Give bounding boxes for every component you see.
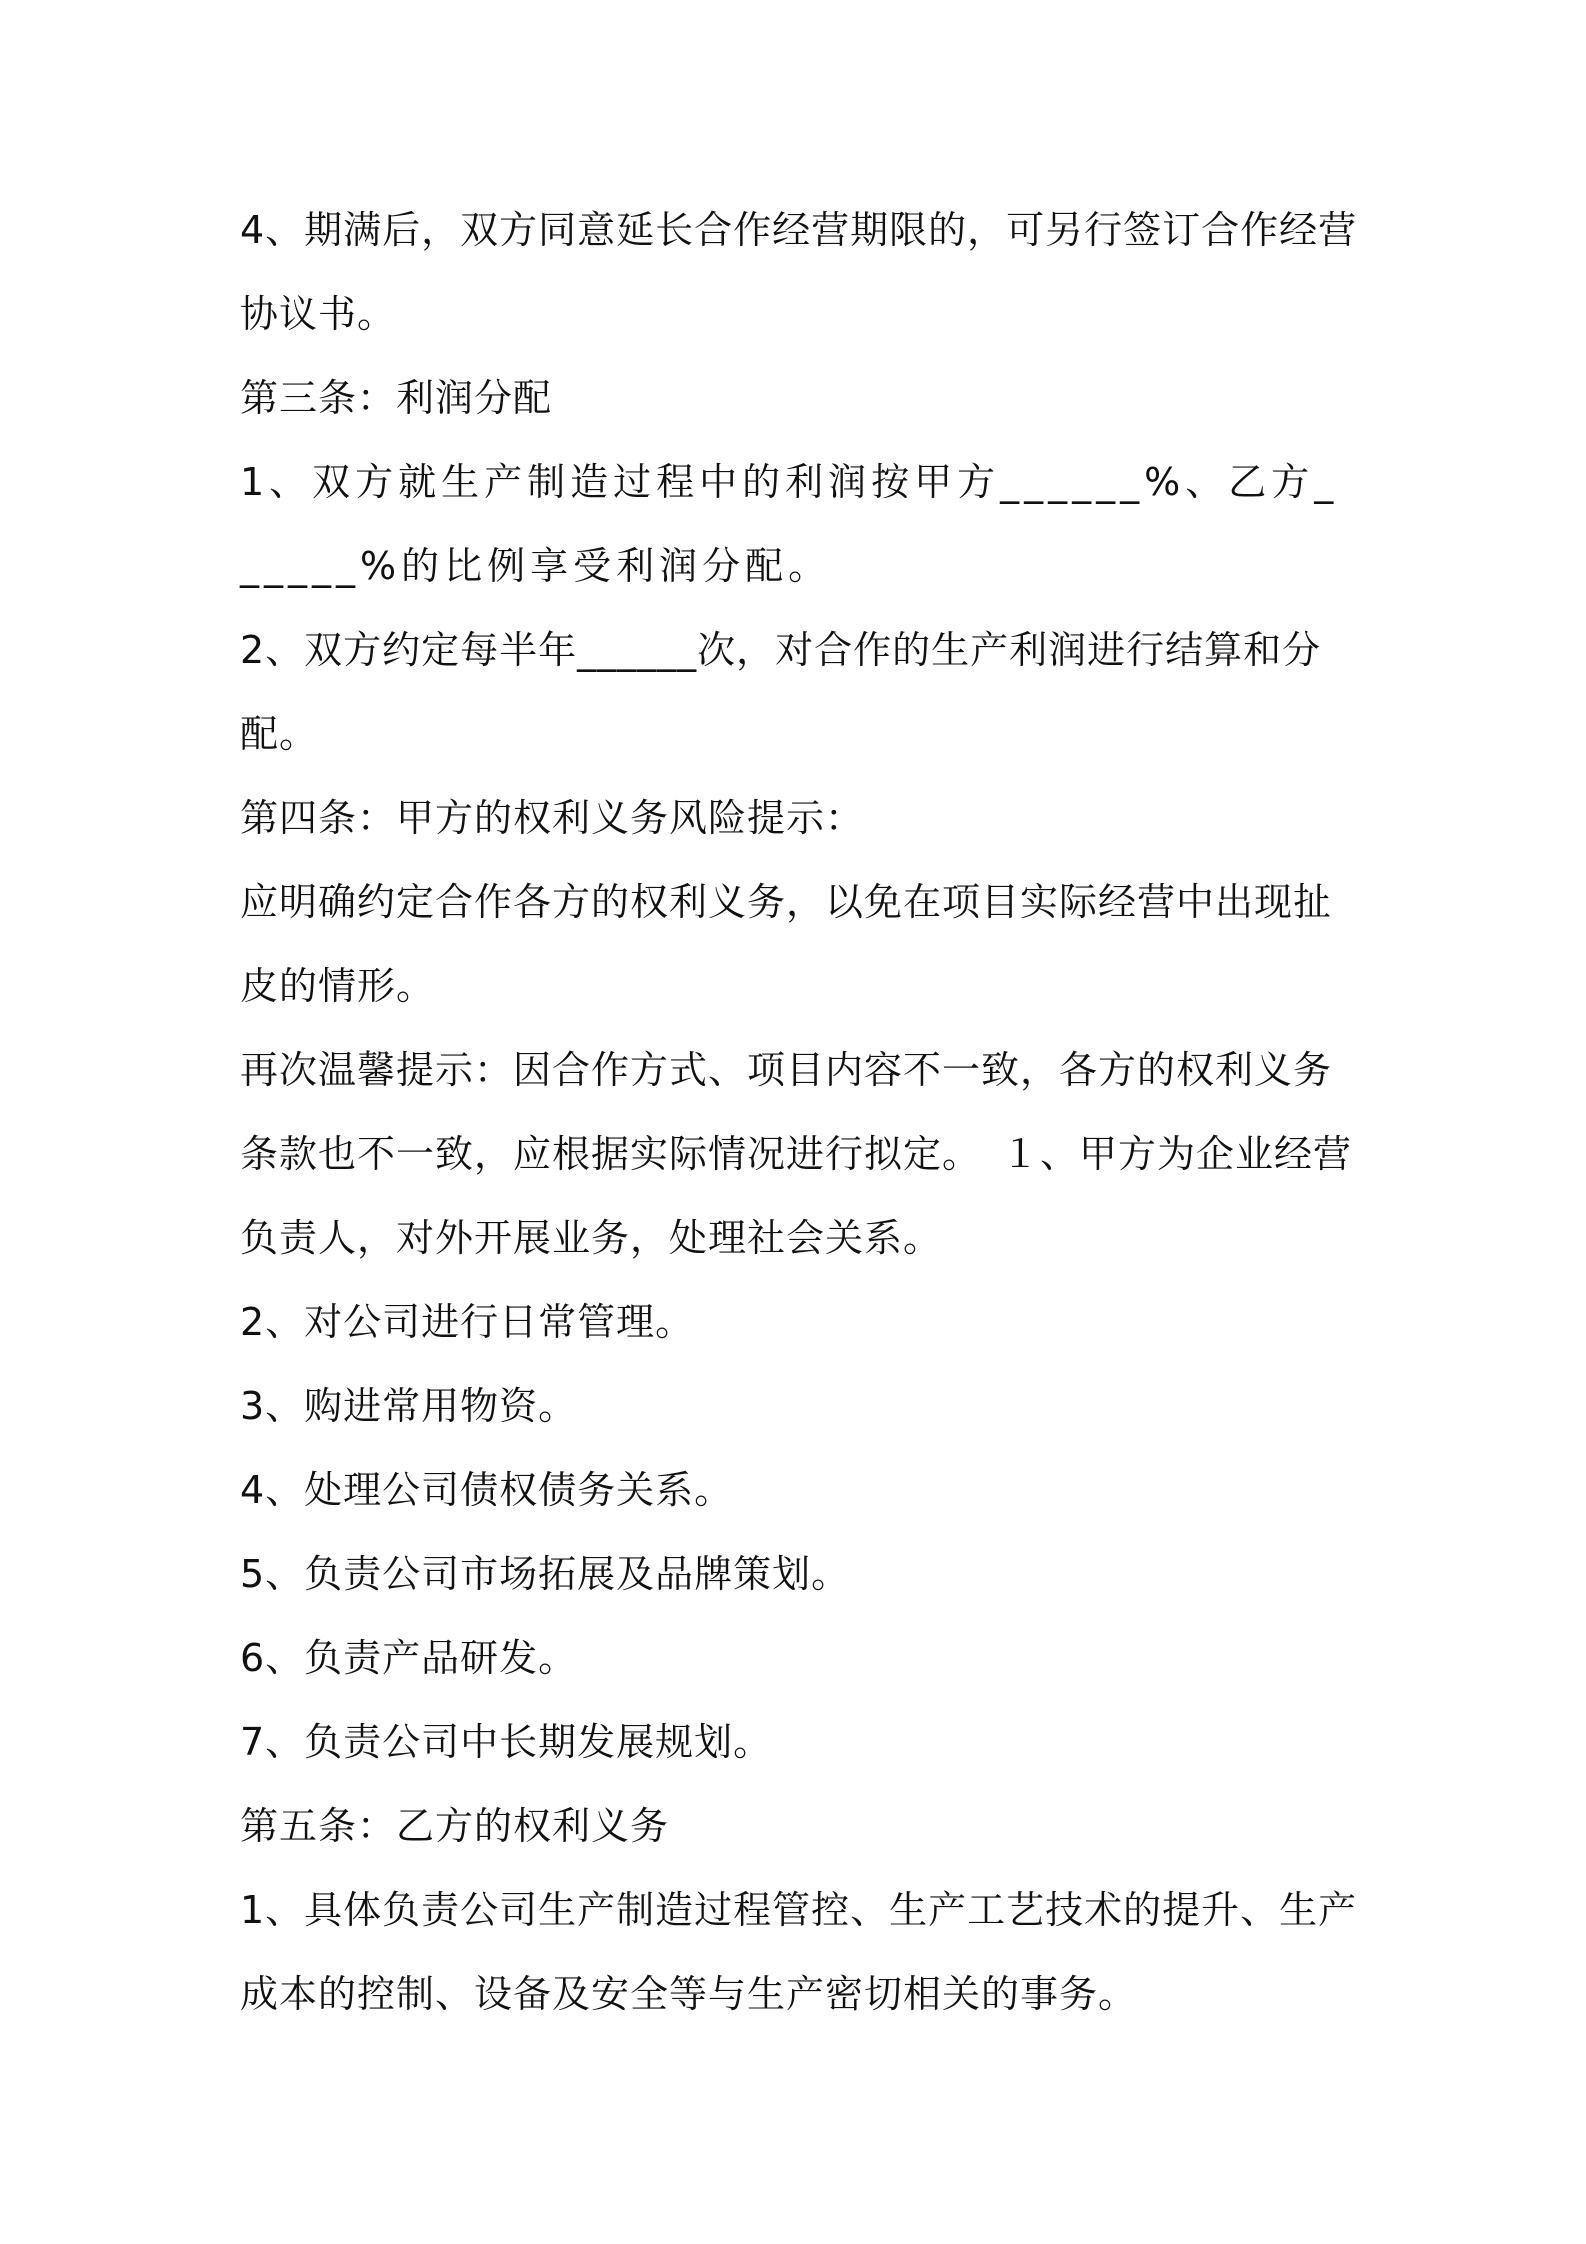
list-item-party-a-7: 7、负责公司中长期发展规划。 xyxy=(240,1720,773,1764)
article-three-heading: 第三条：利润分配 xyxy=(240,376,553,420)
paragraph-rights-notice: 应明确约定合作各方的权利义务，以免在项目实际经营中出现扯皮的情形。 xyxy=(240,880,1333,1008)
list-item-party-a-2: 2、对公司进行日常管理。 xyxy=(240,1300,695,1344)
list-item-party-a-3: 3、购进常用物资。 xyxy=(240,1384,578,1428)
list-item-party-a-4: 4、处理公司债权债务关系。 xyxy=(240,1468,734,1512)
article-four-heading: 第四条：甲方的权利义务风险提示： xyxy=(240,796,865,840)
paragraph-reminder: 再次温馨提示：因合作方式、项目内容不一致，各方的权利义务条款也不一致，应根据实际情况进行拟定。 １、甲方为企业经营负责人，对外开展业务，处理社会关系。 xyxy=(240,1048,1353,1260)
document-body xyxy=(240,188,1358,2036)
paragraph-renewal: 4、期满后，双方同意延长合作经营期限的，可另行签订合作经营协议书。 xyxy=(240,208,1358,336)
article-five-heading: 第五条：乙方的权利义务 xyxy=(240,1804,670,1848)
list-item-party-a-6: 6、负责产品研发。 xyxy=(240,1636,578,1680)
paragraph-settlement: 2、双方约定每半年______次，对合作的生产利润进行结算和分配。 xyxy=(240,628,1322,756)
paragraph-profit-ratio: 1、双方就生产制造过程中的利润按甲方______%、乙方______%的比例享受利润分配。 xyxy=(240,460,1339,588)
list-item-party-a-5: 5、负责公司市场拓展及品牌策划。 xyxy=(240,1552,851,1596)
list-item-party-b-1: 1、具体负责公司生产制造过程管控、生产工艺技术的提升、生产成本的控制、设备及安全等与生产密切相关的事务。 xyxy=(240,1888,1358,2016)
